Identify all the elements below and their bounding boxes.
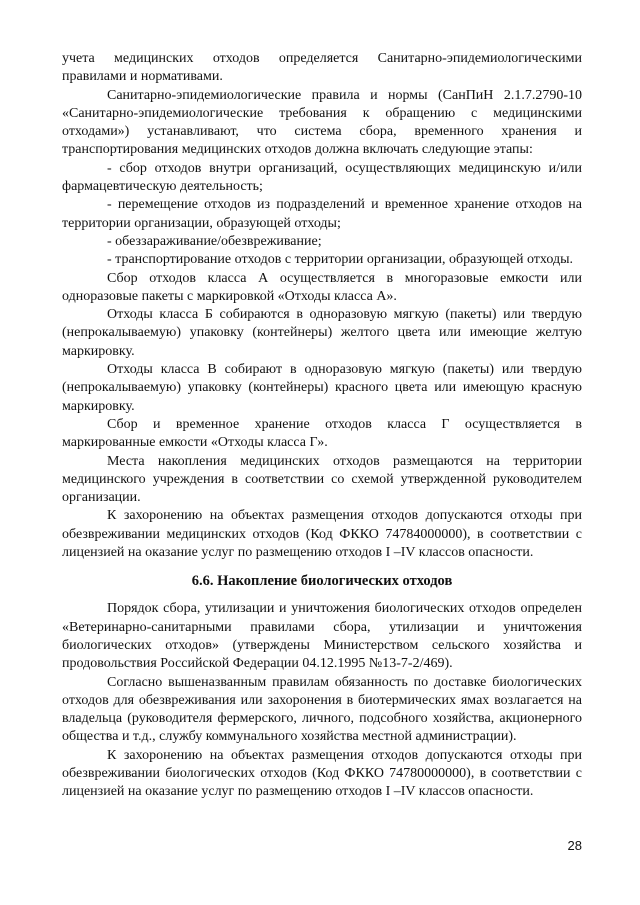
paragraph: К захоронению на объектах размещения отходов допускаются отходы при обезвреживании биологических отходов (Код ФККО 74780000000), в соответствии с лицензией на оказание услуг по размещению отходов I –IV классов опасности. (62, 747, 582, 800)
section-heading: 6.6. Накопление биологических отходов (191, 573, 453, 590)
list-item: - перемещение отходов из подразделений и временное хранение отходов на территории организации, образующей отходы; (62, 197, 582, 231)
paragraph: Сбор и временное хранение отходов класса Г осуществляется в маркированные емкости «Отходы класса Г». (62, 416, 582, 451)
paragraph: Места накопления медицинских отходов размещаются на территории медицинского учреждения в соответствии со схемой утвержденной руководителем организации. (62, 453, 582, 506)
section-before (62, 50, 582, 562)
paragraph: учета медицинских отходов определяется Санитарно-эпидемиологическими правилами и нормативами. (62, 51, 582, 85)
paragraph: Отходы класса Б собираются в одноразовую мягкую (пакеты) или твердую (непрокалываемую) упаковку (контейнеры) желтого цвета или имеющие желтую маркировку. (62, 307, 582, 359)
paragraph: Сбор отходов класса А осуществляется в многоразовые емкости или одноразовые пакеты с маркировкой «Отходы класса А». (62, 270, 582, 304)
page-body (62, 50, 582, 802)
paragraph: Отходы класса В собирают в одноразовую мягкую (пакеты) или твердую (непрокалываемую) упаковку (контейнеры) красного цвета или имеющую красную маркировку. (62, 362, 582, 414)
paragraph: К захоронению на объектах размещения отходов допускаются отходы при обезвреживании медицинских отходов (Код ФККО 74784000000), в соответствии с лицензией на оказание услуг по размещению отходов I –IV классов опасности. (62, 508, 582, 561)
paragraph: Порядок сбора, утилизации и уничтожения биологических отходов определен «Ветеринарно-санитарными правилами сбора, утилизации и уничтожения биологических отходов» (утверждены Министерством сельского хозяйства и продовольствия Российской Федерации 04.12.1995 №13-7-2/469). (62, 601, 582, 672)
page-number: 28 (567, 838, 582, 853)
paragraph: Санитарно-эпидемиологические правила и нормы (СанПиН 2.1.7.2790-10 «Санитарно-эпидемиологические требования к обращению с медицинскими отходами») устанавливают, что система сбора, временного хранения и транспортирования медицинских отходов должна включать следующие этапы: (62, 87, 582, 158)
section-after (62, 600, 582, 801)
list-item: - транспортирование отходов с территории организации, образующей отходы. (107, 252, 574, 268)
list-item: - сбор отходов внутри организаций, осуществляющих медицинскую и/или фармацевтическую деятельность; (62, 160, 582, 195)
list-item: - обеззараживание/обезвреживание; (107, 233, 322, 249)
paragraph: Согласно вышеназванным правилам обязанность по доставке биологических отходов для обезвреживания или захоронения в биотермических ямах возлагается на владельца (руководителя фермерского, личного, подсобного хозяйства, акционерного общества и т.д., службу коммунального хозяйства местной администрации). (62, 674, 582, 745)
